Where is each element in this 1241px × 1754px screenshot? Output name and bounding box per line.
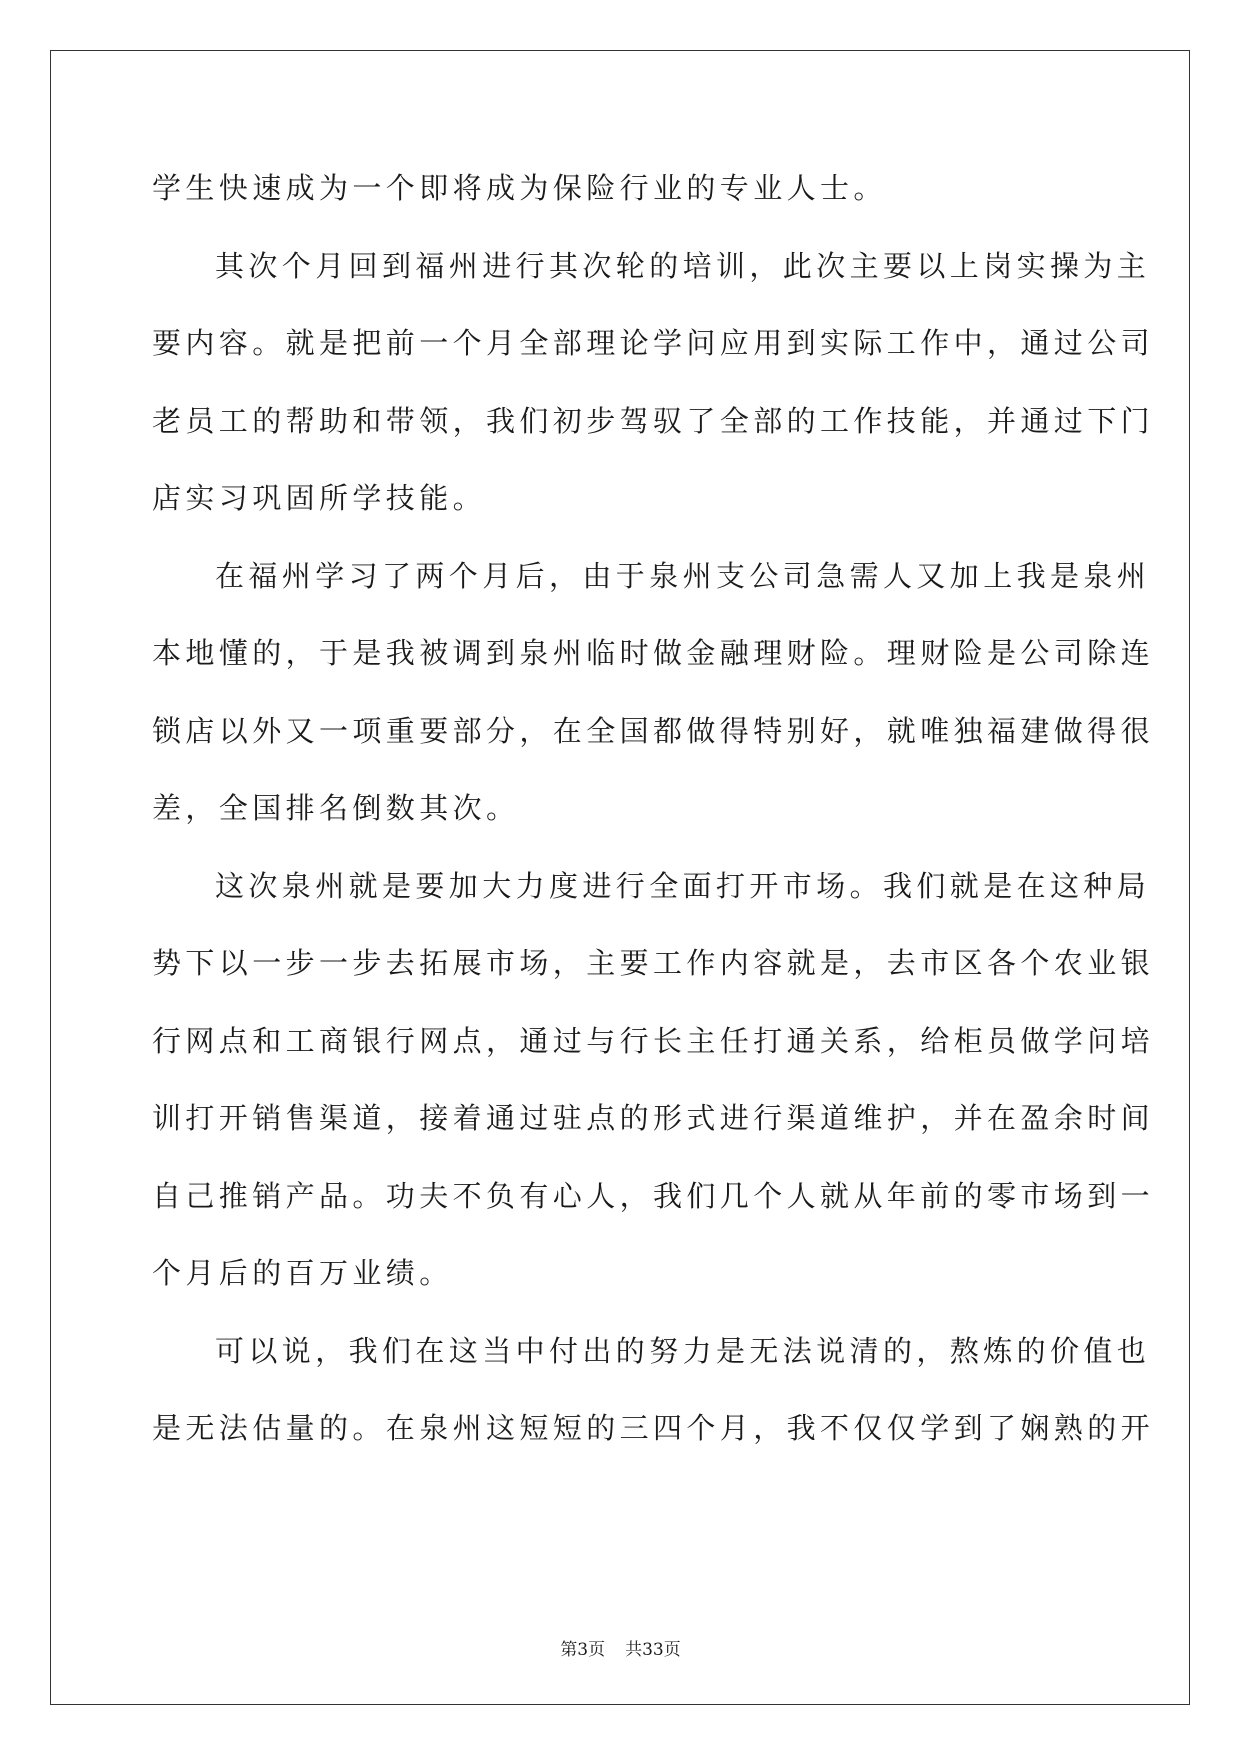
page-total: 共33页 <box>625 1640 681 1660</box>
text-line: 可以说，我们在这当中付出的努力是无法说清的，熬炼的价值也 <box>215 1333 1151 1368</box>
text-line: 这次泉州就是要加大力度进行全面打开市场。我们就是在这种局 <box>215 868 1151 903</box>
text-line: 学生快速成为一个即将成为保险行业的专业人士。 <box>152 171 887 205</box>
text-line: 在福州学习了两个月后，由于泉州支公司急需人又加上我是泉州 <box>215 558 1151 593</box>
text-line: 其次个月回到福州进行其次轮的培训，此次主要以上岗实操为主 <box>215 248 1151 283</box>
text-line: 老员工的帮助和带领，我们初步驾驭了全部的工作技能，并通过下门 <box>152 403 1155 438</box>
document-body <box>152 150 1155 1468</box>
text-line: 个月后的百万业绩。 <box>152 1256 453 1290</box>
text-line: 锁店以外又一项重要部分，在全国都做得特别好，就唯独福建做得很 <box>152 713 1155 748</box>
page-number: 第3页 <box>560 1640 606 1660</box>
text-line: 训打开销售渠道，接着通过驻点的形式进行渠道维护，并在盈余时间 <box>152 1101 1155 1135</box>
text-line: 势下以一步一步去拓展市场，主要工作内容就是，去市区各个农业银 <box>152 946 1155 980</box>
text-line: 是无法估量的。在泉州这短短的三四个月，我不仅仅学到了娴熟的开 <box>152 1411 1155 1445</box>
page-footer <box>0 1635 1241 1660</box>
text-line: 店实习巩固所学技能。 <box>152 481 487 515</box>
text-line: 行网点和工商银行网点，通过与行长主任打通关系，给柜员做学问培 <box>152 1023 1155 1058</box>
text-line: 自己推销产品。功夫不负有心人，我们几个人就从年前的零市场到一 <box>152 1178 1155 1213</box>
text-line: 本地懂的，于是我被调到泉州临时做金融理财险。理财险是公司除连 <box>152 636 1155 670</box>
text-line: 要内容。就是把前一个月全部理论学问应用到实际工作中，通过公司 <box>152 326 1155 360</box>
text-line: 差，全国排名倒数其次。 <box>152 791 520 825</box>
